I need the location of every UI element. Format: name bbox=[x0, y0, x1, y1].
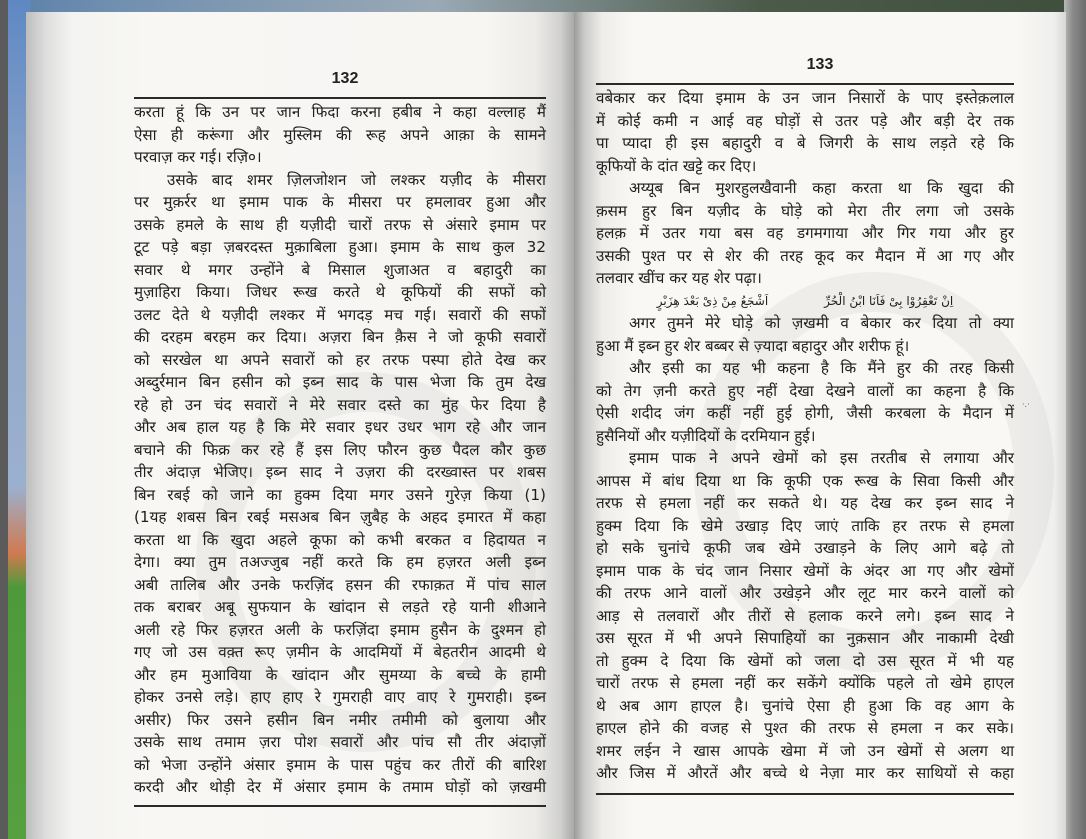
text-line: गए जो उस वक़्त रूए ज़मीन के आदमियों में बेहतरीन आदमी थे bbox=[134, 643, 546, 661]
text-line: और हम मुआविया के खांदान और सुमय्या के बच्चे के हामी bbox=[134, 665, 546, 684]
text-line: थे अब आग हाएल है। चुनांचे ऐसा ही हुआ कि वह आग के bbox=[596, 696, 1014, 715]
arabic-verse bbox=[596, 290, 1014, 313]
background-left-edge bbox=[0, 0, 8, 839]
text-line: रहे हो उन चंद सवारों ने मेरे सवार दस्ते का मुंह फेर दिया है bbox=[134, 395, 546, 414]
header-rule bbox=[596, 83, 1014, 85]
text-line: उसके बाद शमर ज़िलजोशन जो लश्कर यज़ीद के मीसरा bbox=[167, 170, 546, 189]
verse-hemistich-1: اِنْ تَعْقِرُوْا بِیْ فَاَنَا ابْنُ الْحُرِّ bbox=[824, 293, 954, 308]
text-line: और अब हाल यह है कि मेरे सवार इधर उधर भाग रहे और जान bbox=[134, 418, 546, 436]
text-line: पा प्यादा ही इस बहादुरी व बे जिगरी के साथ लड़ते रहे कि bbox=[596, 134, 1014, 152]
text-line: हाएल होने की वजह से पुश्त की तरफ से हमला न कर सके। bbox=[596, 719, 1014, 737]
text-line: को तेग ज़नी करते हुए नहीं देखा देखने वालों का कहना है कि bbox=[596, 381, 1014, 400]
text-line: अय्यूब बिन मुशरहुलखैवानी कहा करता था कि खुदा की bbox=[629, 179, 1014, 197]
text-line: अली रहे फिर हज़रत अली के फरज़िंदा इमाम हुसैन के दुश्मन हो bbox=[134, 620, 546, 639]
text-line: मुज़ाहिरा किया। जिधर रूख करते थे कूफियों की सफों को bbox=[134, 283, 546, 301]
text-line: होकर उनसे लड़े। हाए हाए रे गुमराही वाए वाए रे गुमराही। इब्न bbox=[134, 688, 546, 706]
text-line: चारों तरफ से हमला नहीं कर सकेंगे क्योंकि पहले तो खेमे हाएल bbox=[596, 674, 1014, 692]
text-line: इमाम पाक ने अपने खेमों को इस तरतीब से लगाया और bbox=[629, 449, 1014, 467]
text-line: उलट देते थे यज़ीदी लश्कर में भगदड़ मच गई। सवारों की सफों bbox=[134, 305, 546, 324]
text-line: तो हुक्म दे दिया कि खेमों को जला दो उस सूरत में भी यह bbox=[596, 651, 1014, 670]
text-line: शमर लईन ने खास आपके खेमा में जो उन खेमों से अलग था bbox=[596, 741, 1014, 760]
text-line: तक बराबर अबू सुफयान के खांदान से लड़ते रहे यानी शीआने bbox=[134, 598, 546, 616]
text-line: असीर) फिर उसने हसीन बिन नमीर तमीमी को बुलाया और bbox=[134, 710, 546, 729]
text-line: को सरखेल था अपने सवारों को हर तरफ पस्पा होते देख कर bbox=[134, 350, 546, 369]
text-line: उसके हमले के साथ ही यज़ीदी चारों तरफ से अंसारे इमाम पर bbox=[134, 215, 546, 234]
right-page bbox=[574, 12, 1066, 839]
text-line: बचाने की फिक्र कर रहे हैं इस लिए फौरन कुछ पैदल कौर कुछ bbox=[134, 440, 546, 459]
text-line: ऐसा ही करूंगा और मुस्लिम की रूह अपने आक़ा के सामने bbox=[134, 125, 546, 144]
text-line: अब्दुर्रमान बिन हसीन को इब्न साद के पास भेजा कि तुम देख bbox=[134, 373, 546, 391]
page-number: 132 bbox=[331, 70, 359, 87]
text-line: और इसी का यह भी कहना है कि मैंने हुर की तरह किसी bbox=[629, 359, 1014, 377]
text-line: इमाम पाक के चंद जान निसार खेमों के अंदर आ गए और खेमों bbox=[596, 561, 1014, 580]
text-line: उसके साथ तमाम ज़रा पोश सवारों और पांच सौ तीर अंदाज़ों bbox=[134, 733, 546, 751]
header-rule bbox=[134, 97, 546, 99]
text-line: (1यह शबस बिन रबई मसअब बिन ज़ुबैह के अहद इमारत में कहा bbox=[134, 508, 546, 526]
text-line: बिन रबई को जाने का हुक्म दिया मगर उसने गुरेज़ किया (1) bbox=[134, 485, 546, 504]
page-number: 133 bbox=[806, 56, 834, 73]
text-line: उसकी पुश्त पर से शेर की तरह कूद कर मैदान में आ गए और bbox=[596, 246, 1014, 265]
text-line: हो सके चुनांचे कूफी जब खेमे उखाड़ने के लिए आगे बढ़े तो bbox=[596, 539, 1014, 557]
footer-rule bbox=[134, 805, 546, 807]
text-line: तीर अंदाज़ भेजिए। इब्न साद ने उज़रा की दरख्वास्त पर शबस bbox=[134, 463, 546, 481]
text-line: तरफ से हमला नहीं कर सकते थे। यह देख कर इब्न साद ने bbox=[596, 494, 1014, 512]
text-line: देगा। क्या तुम तअज्जुब नहीं करते कि हम हज़रत अली इब्न bbox=[134, 553, 546, 571]
verse-hemistich-2: اَشْجَعُ مِنْ ذِیْ بَعْدَ هِزَبْرٍ bbox=[656, 293, 769, 308]
text-line: आड़ से तलवारों और तीरों से हलाक करने लगे। इब्न साद ने bbox=[596, 606, 1014, 625]
left-page-body bbox=[134, 101, 546, 799]
text-line: और जिस में औरतें और बच्चे थे नेज़ा मार कर साथियों से कहा bbox=[596, 764, 1014, 782]
text-line: तलवार खींच कर यह शेर पढ़ा। bbox=[596, 269, 762, 287]
text-line: वबेकार कर दिया इमाम के उन जान निसारों के पाए इस्तेक़लाल bbox=[596, 89, 1014, 107]
text-line: करता था कि खुदा अहले कूफा को कभी बरकत व हिदायत न bbox=[134, 530, 546, 549]
text-line: हुसैनियों और यज़ीदियों के दरमियान हुई। bbox=[596, 426, 816, 445]
text-line: उस सूरत में भी अपने सिपाहियों का नुक़सान और नाकामी देखी bbox=[596, 629, 1014, 647]
text-line: अगर तुमने मेरे घोड़े को ज़खमी व बेकार कर दिया तो क्या bbox=[629, 314, 1014, 332]
text-line: ऐसी शदीद जंग कहीं नहीं हुई होगी, जैसी करबला के मैदान में bbox=[596, 404, 1014, 422]
background-right bbox=[1064, 0, 1086, 839]
text-line: आपस में बांध दिया था कि कूफी एक रूख के सिवा किसी और bbox=[596, 471, 1014, 490]
text-line: पर मुक़र्रर था इमाम पाक के मीसरा पर हमलावर हुआ और bbox=[134, 193, 546, 211]
right-page-body bbox=[596, 87, 1014, 785]
footer-rule bbox=[596, 793, 1014, 795]
text-line: हलक़ में उतर गया बस वह डगमगाया और गिर गया और हुर bbox=[596, 224, 1014, 242]
text-line: कूफियों के दांत खट्टे कर दिए। bbox=[596, 156, 757, 175]
text-line: की तरफ आने वालों और उखेड़ने और लूट मार करने वालों को bbox=[596, 584, 1014, 602]
text-line: परवाज़ कर गई। रज़ि०। bbox=[134, 148, 262, 166]
print-specks: ·.· bbox=[1022, 400, 1030, 409]
text-line: करदी और थोड़ी देर में अंसार इमाम के तमाम घोड़ों को ज़खमी bbox=[134, 778, 546, 796]
text-line: हुक्म दिया कि खेमे उखाड़ दिए जाएं ताकि हर तरफ से हमला bbox=[596, 516, 1014, 535]
text-line: क़सम हुर बिन यज़ीद के घोड़े को मेरा तीर लगा जो उसके bbox=[596, 201, 1014, 220]
text-line: टूट पड़े बड़ा ज़बरदस्त मुक़ाबिला हुआ। इमाम के साथ कुल 32 bbox=[134, 238, 546, 256]
text-line: करता हूं कि उन पर जान फिदा करना हबीब ने कहा वल्लाह मैं bbox=[134, 103, 546, 121]
left-page bbox=[26, 12, 574, 839]
text-line: अबी तालिब और उनके फरज़िंद हसन की रफाक़त में पांच साल bbox=[134, 575, 546, 594]
text-line: हुआ मैं इब्न हुर शेर बब्बर से ज़्यादा बहादुर और शरीफ हूं। bbox=[596, 336, 910, 355]
text-line: में कोई कमी न आई वह घोड़ों से उतर पड़े और बड़ी देर तक bbox=[596, 111, 1014, 130]
text-line: को भेजा उन्होंने अंसार इमाम के पास पहुंच कर तीरों की बारिश bbox=[134, 755, 546, 774]
text-line: सवार थे मगर उन्होंने बे मिसाल शुजाअत व बहादुरी का bbox=[134, 260, 546, 279]
text-line: की दरहम बरहम कर दिया। अज़रा बिन क़ैस ने जो कूफी सवारों bbox=[134, 328, 546, 346]
